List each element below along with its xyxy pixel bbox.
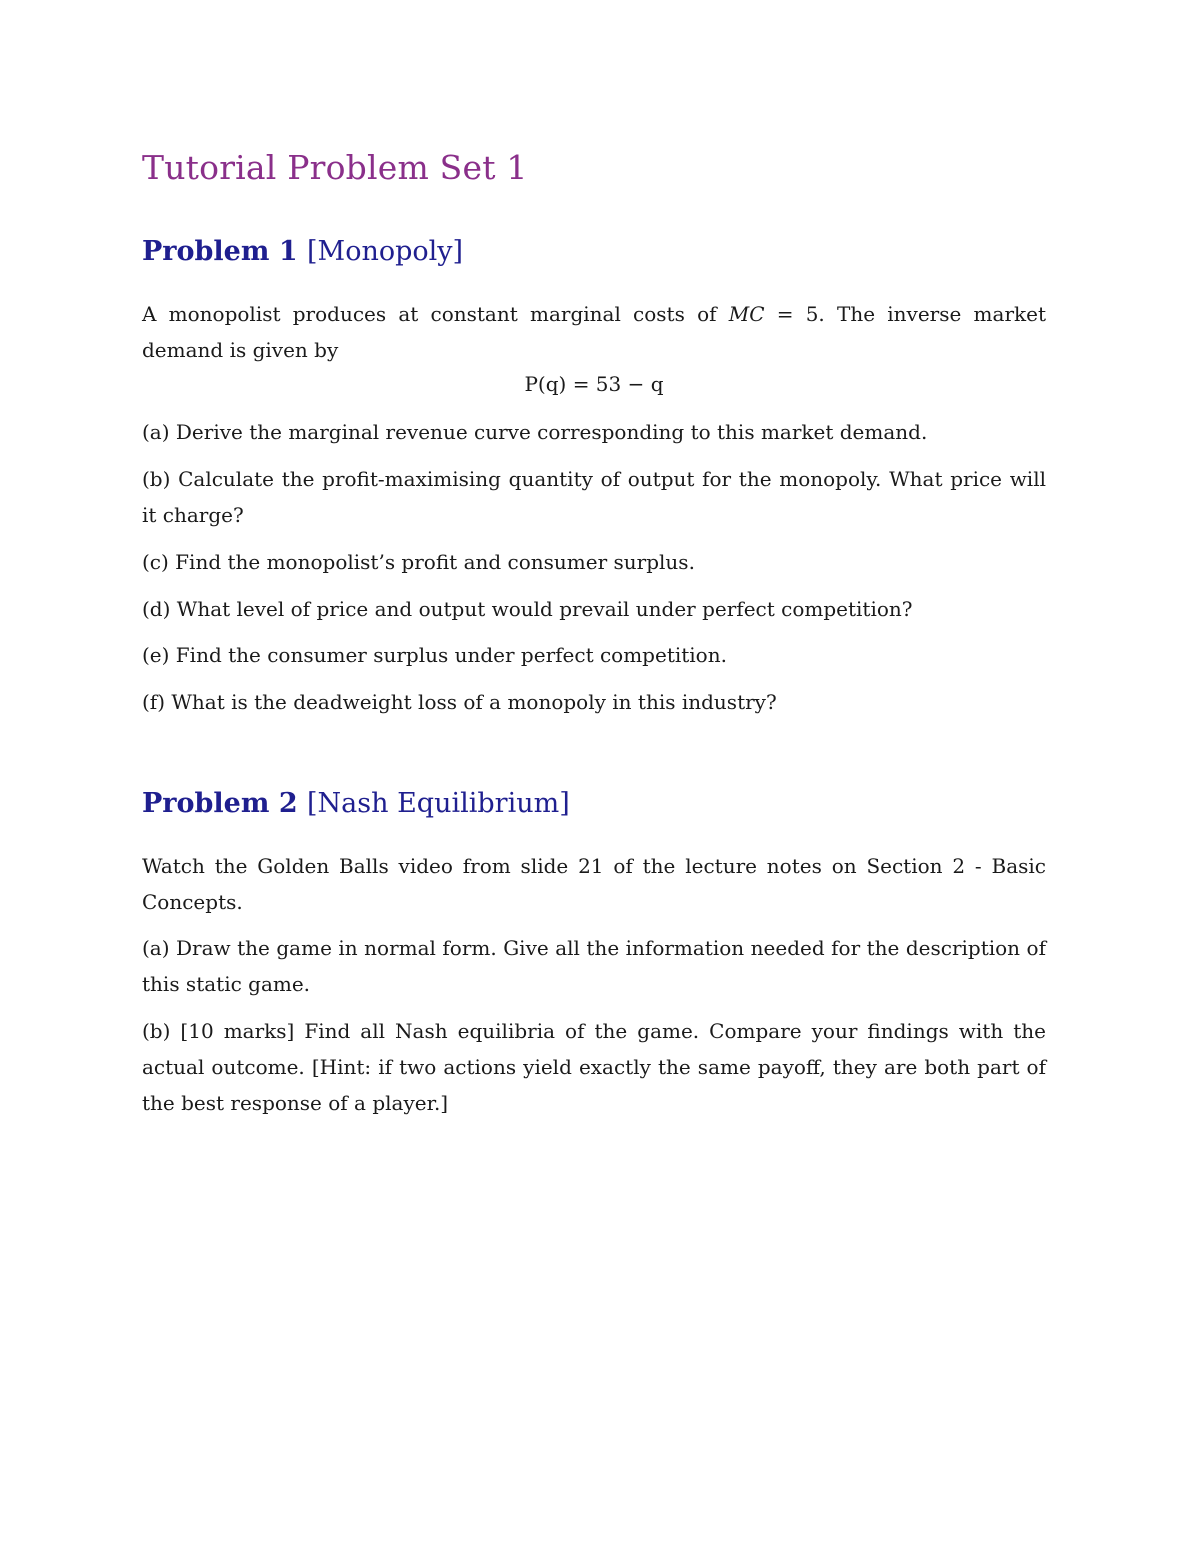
problem-1-intro: A monopolist produces at constant marginal costs of MC = 5. The inverse market demand is given by (142, 302, 1046, 362)
problem-2-heading (142, 788, 570, 819)
demand-equation: P(q) = 53 − q (524, 372, 664, 396)
problem-2-topic: [Nash Equilibrium] (307, 788, 570, 819)
problem-2-intro: Watch the Golden Balls video from slide 21 of the lecture notes on Section 2 - Basic Concepts. (142, 854, 1046, 914)
problem-2-part-b: (b) [10 marks] Find all Nash equilibria of the game. Compare your findings with the actual outcome. [Hint: if two actions yield exactly the same payoff, they are both part of the best response of a player.] (142, 1019, 1046, 1115)
problem-1-part-e: (e) Find the consumer surplus under perfect competition. (142, 643, 727, 667)
problem-2-number: Problem 2 (142, 788, 298, 819)
problem-1-number: Problem 1 (142, 236, 298, 267)
problem-1-part-d: (d) What level of price and output would prevail under perfect competition? (142, 597, 913, 621)
problem-1-part-c: (c) Find the monopolist’s profit and consumer surplus. (142, 550, 695, 574)
problem-2-part-a: (a) Draw the game in normal form. Give all the information needed for the description of this static game. (142, 936, 1046, 996)
problem-1-part-a: (a) Derive the marginal revenue curve corresponding to this market demand. (142, 420, 928, 444)
mc-symbol: MC (728, 302, 765, 326)
document-title: Tutorial Problem Set 1 (142, 148, 528, 187)
problem-1-topic: [Monopoly] (307, 236, 464, 267)
problem-1-heading (142, 236, 463, 267)
problem-1-part-b: (b) Calculate the profit-maximising quantity of output for the monopoly. What price will it charge? (142, 467, 1046, 527)
problem-1-part-f: (f) What is the deadweight loss of a monopoly in this industry? (142, 690, 777, 714)
